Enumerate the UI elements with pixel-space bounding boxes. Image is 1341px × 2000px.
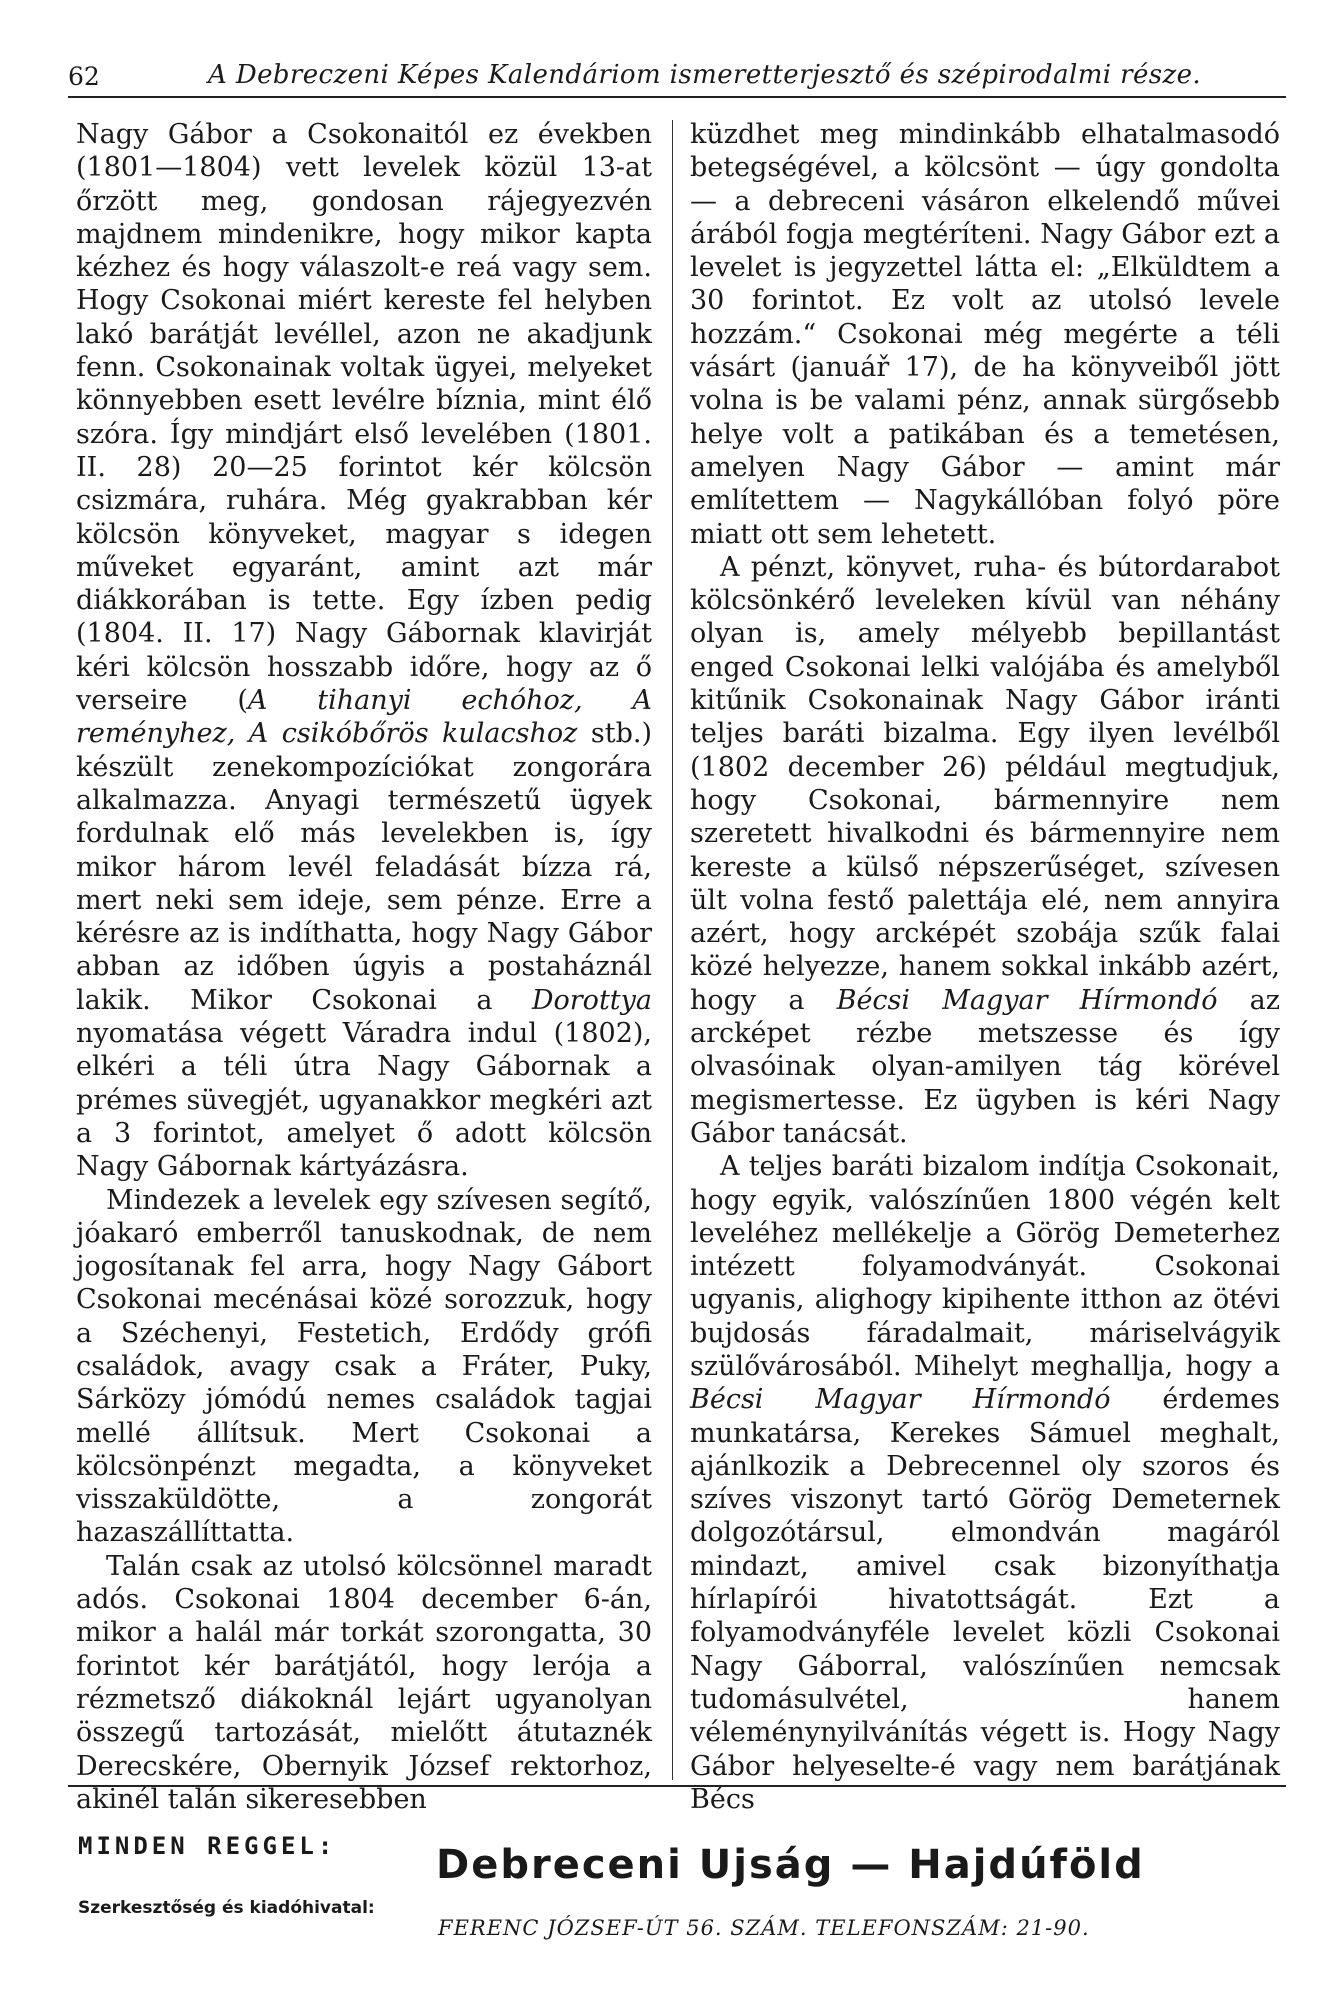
italic-title: Dorottya [531,984,652,1016]
paragraph [690,1150,1280,1816]
advertisement-bottom [78,1890,1288,1950]
newspaper-name: Debreceni Ujság — Hajdúföld [436,1842,1145,1888]
text-run: érdemes munkatársa, Kerekes Sámuel meghalt, ajánlkozik a Debrecennel oly szoros és szíves viszonyt tartó Görög Demeternek dolgozótársul, elmondván magáról mindazt, amivel csak bizonyíthatja hírlapírói hivatottságát. Ezt a folyamodványféle levelet közli Csokonai Nagy Gáborral, valószínűen nemcsak tudomásulvétel, hanem véleménynyilvánítás végett is. Hogy Nagy Gábor helyeselte-é vagy nem barátjának Bécs [690,1384,1280,1815]
paragraph [76,118,652,1184]
paragraph: Mindezek a levelek egy szívesen segítő, jóakaró emberről tanuskodnak, de nem jogosítanak fel arra, hogy Nagy Gábort Csokonai mecénásai közé sorozzuk, hogy a Széchenyi, Festetich, Erdődy grófi családok, avagy csak a Fráter, Puky, Sárközy jómódú nemes családok tagjai mellé állítsuk. Mert Csokonai a kölcsönpénzt megadta, a könyveket visszaküldötte, a zongorát hazaszállíttatta. [76,1184,652,1549]
office-address: FERENC JÓZSEF-ÚT 56. SZÁM. TELEFONSZÁM: 21-90. [438,1916,1090,1940]
text-run: az arcképet rézbe metszesse és így olvasóinak olyan-amilyen tág körével megismertesse. Ez ügyben is kéri Nagy Gábor tanácsát. [690,984,1280,1149]
text-run: A teljes baráti bizalom indítja Csokonait, hogy egyik, valószínűen 1800 végén kelt leveléhez mellékelje a Görög Demeterhez intézett folyamodványát. Csokonai ugyanis, alighogy kipihente itthon az ötévi bujdosás fáradalmait, máriselvágyik szülővárosából. Mihelyt meghallja, hogy a [690,1151,1280,1382]
right-column [690,118,1280,1815]
advertisement-rule [68,1785,1286,1787]
ad-label: MINDEN REGGEL: [78,1832,337,1860]
italic-title: Bécsi Magyar Hírmondó [690,1384,1111,1416]
paragraph: küzdhet meg mindinkább elhatalmasodó betegségével, a kölcsönt — úgy gondolta — a debreceni vásáron elkelendő művei árából fogja megtéríteni. Nagy Gábor ezt a levelet is jegyzettel látta el: „Elküldtem a 30 forintot. Ez volt az utolsó levele hozzám.“ Csokonai még megérte a téli vásárt (januář 17), de ha könyveiből jött volna is be valami pénz, annak sürgősebb helye volt a patikában és a temetésen, amelyen Nagy Gábor — amint már említettem — Nagykállóban folyó pöre miatt ott sem lehetett. [690,119,1280,550]
column-divider [672,120,673,1780]
paragraph [690,551,1280,1150]
running-title: A Debreczeni Képes Kalendáriom ismeretterjesztő és szépirodalmi része. [208,60,1202,90]
page-number: 62 [68,62,100,91]
office-label: Szerkesztőség és kiadóhivatal: [78,1898,375,1918]
running-header [68,58,1286,98]
text-run: stb.) készült zenekompozíciókat zongorára alkalmazza. Anyagi természetű ügyek fordulnak elő más levelekben is, így mikor három levél feladását bízza rá, mert neki sem ideje, sem pénze. Erre a kérésre az is indíthatta, hogy Nagy Gábor abban az időben úgyis a postaháznál lakik. Mikor Csokonai a [76,718,652,1016]
text-run: nyomatása végett Váradra indul (1802), elkéri a téli útra Nagy Gábornak a prémes süvegjét, ugyanakkor megkéri azt a 3 forintot, amelyet ő adott kölcsön Nagy Gábornak kártyázásra. [76,1018,652,1183]
italic-titles: A tihanyi echóhoz, A reményhez, A csikóbőrös kulacshoz [76,685,652,750]
paragraph: Talán csak az utolsó kölcsönnel maradt adós. Csokonai 1804 december 6-án, mikor a halál már torkát szorongatta, 30 forintot kér barátjától, hogy lerója a rézmetsző diákoknál lejárt ugyanolyan összegű tartozását, mielőtt átutaznék Derecskére, Obernyik József rektorhoz, akinél talán sikeresebben [76,1550,652,1815]
text-run: Nagy Gábor a Csokonaitól ez években (1801—1804) vett levelek közül 13-at őrzött meg, gondosan rájegyezvén majdnem mindenikre, hogy mikor kapta kézhez és hogy válaszolt-e reá vagy sem. Hogy Csokonai miért kereste fel helyben lakó barátját levéllel, azon ne akadjunk fenn. Csokonainak voltak ügyei, melyeket könnyebben esett levélre bíznia, mint élő szóra. Így mindjárt első levelében (1801. II. 28) 20—25 forintot kér kölcsön csizmára, ruhára. Még gyakrabban kér kölcsön könyveket, magyar s idegen műveket egyaránt, amint azt már diákkorában is tette. Egy ízben pedig (1804. II. 17) Nagy Gábornak klavirját kéri kölcsön hosszabb időre, hogy az ő verseire ( [76,119,652,717]
italic-title: Bécsi Magyar Hírmondó [836,984,1218,1016]
text-run: A pénzt, könyvet, ruha- és bútordarabot kölcsönkérő leveleken kívül van néhány olyan is, amely mélyebb bepillantást enged Csokonai lelki valójába és amelyből kitűnik Csokonainak Nagy Gábor iránti teljes baráti bizalma. Egy ilyen levélből (1802 december 26) például megtudjuk, hogy Csokonai, bármennyire nem szeretett hivalkodni és bármennyire nem kereste a külső népszerűséget, szívesen ült volna festő palettája elé, nem annyira azért, hogy arcképét szobája szűk falai közé helyezze, hanem sokkal inkább azért, hogy a [690,551,1280,1016]
left-column [76,118,652,1815]
advertisement-top [78,1822,1288,1892]
header-rule [68,96,1286,98]
